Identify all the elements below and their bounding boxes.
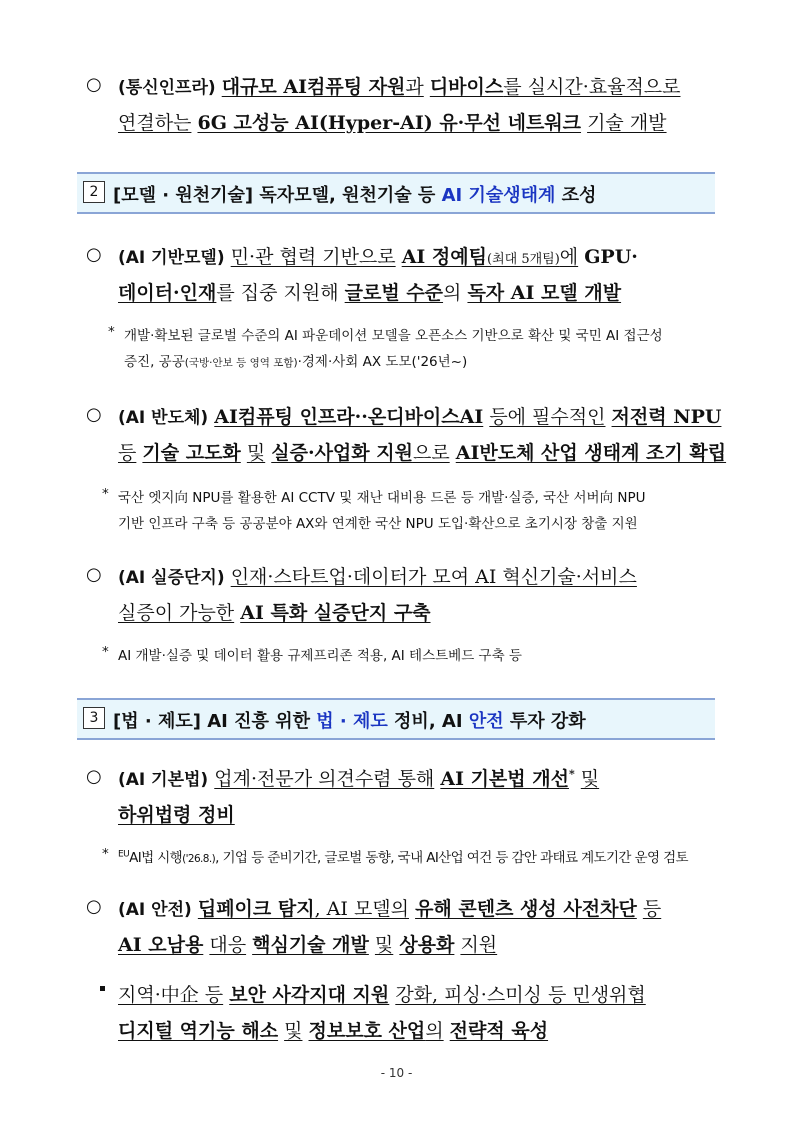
item-security-line1: 지역·中企 등 보안 사각지대 지원 강화, 피싱·스미싱 등 민생위협 <box>118 984 646 1006</box>
item-security-line2: 디지털 역기능 해소 및 정보보호 산업의 전략적 육성 <box>118 1020 549 1042</box>
document-page: ○ (통신인프라) 대규모 AI컴퓨팅 자원과 디바이스를 실시간·효율적으로 연결하는 6G 고성능 AI(Hyper-AI) 유·무선 네트워크 기술 개발 2 [모델 · 원천기술] 독자모델, 원천기술 등 AI 기술생태계 조성 ○ (AI 기반모델) 민·관 협력 기반으로 AI 정예팀(최대 5개팀)에 GPU· 데이터·인재를 집중 지원해 글로벌 수준의 독자 AI 모델 개발 * 개발·확보된 글로벌 수준의 AI 파운데이션 모델을 오픈소스 기반으로 확산 및 국민 AI 접근성 증진, 공공(국방·안보 등 영역 포함)·경제·사회 AX 도모('26년~) ○ (AI 반도체) AI컴퓨팅 인프라··온디바이스AI 등에 필수적인 저전력 NPU 등 기술 고도화 및 실증·사업화 지원으로 AI반도체 산업 생태계 조기 확립 * 국산 엣지向 NPU를 활용한 AI CCTV 및 재난 대비용 드론 등 개발·실증, 국산 서버向 NPU 기반 인프라 구축 등 공공분야 AX와 연계한 국산 NPU 도입·확산으로 초기시장 창출 지원 ○ (AI 실증단지) 인재·스타트업·데이터가 모여 AI 혁신기술·서비스 실증이 가능한 AI 특화 실증단지 구축 * AI 개발·실증 및 데이터 활용 규제프리존 적용, AI 테스트베드 구축 등 3 [법 · 제도] AI 진흥 위한 법 · 제도 정비, AI 안전 투자 강화 ○ (AI 기본법) 업계·전문가 의견수렴 통해 AI 기본법 개선* 및 하위법령 정비 * $^{EU}$AI법 시행('26.8.), 기업 등 준비기간, 글로벌 동향, 국내 AI산업 여건 등 감안 과태료 계도기간 운영 검토 ○ (AI 안전) 딥페이크 탐지, AI 모델의 유해 콘텐츠 생성 사전차단 등 AI 오남용 대응 핵심기술 개발 및 상용화 지원 지역·中企 등 보안 사각지대 지원 강화, 피싱·스미싱 등 민생위협 디지털 역기능 해소 및 정보보호 산업의 전략적 육성 - 10 - <box>0 0 793 1121</box>
section-title: [법 · 제도] AI 진흥 위한 법 · 제도 정비, AI 안전 투자 강화 <box>113 711 586 732</box>
item-testbed-line2: 실증이 가능한 AI 특화 실증단지 구축 <box>118 602 431 624</box>
item-semiconductor-line1: (AI 반도체) AI컴퓨팅 인프라··온디바이스AI 등에 필수적인 저전력 NPU <box>118 406 722 428</box>
circle-bullet: ○ <box>86 244 102 265</box>
circle-bullet: ○ <box>86 404 102 425</box>
page-number: - 10 - <box>380 1066 413 1080</box>
item-foundation-line1: (AI 기반모델) 민·관 협력 기반으로 AI 정예팀(최대 5개팀)에 GPU· <box>118 246 638 268</box>
section-title: [모델 · 원천기술] 독자모델, 원천기술 등 AI 기술생태계 조성 <box>113 185 597 206</box>
circle-bullet: ○ <box>86 74 102 95</box>
item-ai-safety-line1: (AI 안전) 딥페이크 탐지, AI 모델의 유해 콘텐츠 생성 사전차단 등 <box>118 898 662 920</box>
section-header-law <box>77 698 715 740</box>
circle-bullet: ○ <box>86 896 102 917</box>
item-network-line1: (통신인프라) 대규모 AI컴퓨팅 자원과 디바이스를 실시간·효율적으로 <box>118 76 681 98</box>
item-testbed-line1: (AI 실증단지) 인재·스타트업·데이터가 모여 AI 혁신기술·서비스 <box>118 566 637 588</box>
item-basic-law-line1: (AI 기본법) 업계·전문가 의견수렴 통해 AI 기본법 개선* 및 <box>118 767 600 790</box>
square-bullet-icon <box>100 986 105 991</box>
circle-bullet: ○ <box>86 564 102 585</box>
item-network-line2: 연결하는 6G 고성능 AI(Hyper-AI) 유·무선 네트워크 기술 개발 <box>118 112 667 134</box>
item-ai-safety-line2: AI 오남용 대응 핵심기술 개발 및 상용화 지원 <box>118 934 498 956</box>
item-basic-law-line2: 하위법령 정비 <box>118 804 235 826</box>
circle-bullet: ○ <box>86 766 102 787</box>
section-number: 2 <box>83 181 105 203</box>
section-number: 3 <box>83 707 105 729</box>
section-header-model <box>77 172 715 214</box>
item-semiconductor-line2: 등 기술 고도화 및 실증·사업화 지원으로 AI반도체 산업 생태계 조기 확립 <box>118 442 727 464</box>
item-foundation-line2: 데이터·인재를 집중 지원해 글로벌 수준의 독자 AI 모델 개발 <box>118 282 622 304</box>
